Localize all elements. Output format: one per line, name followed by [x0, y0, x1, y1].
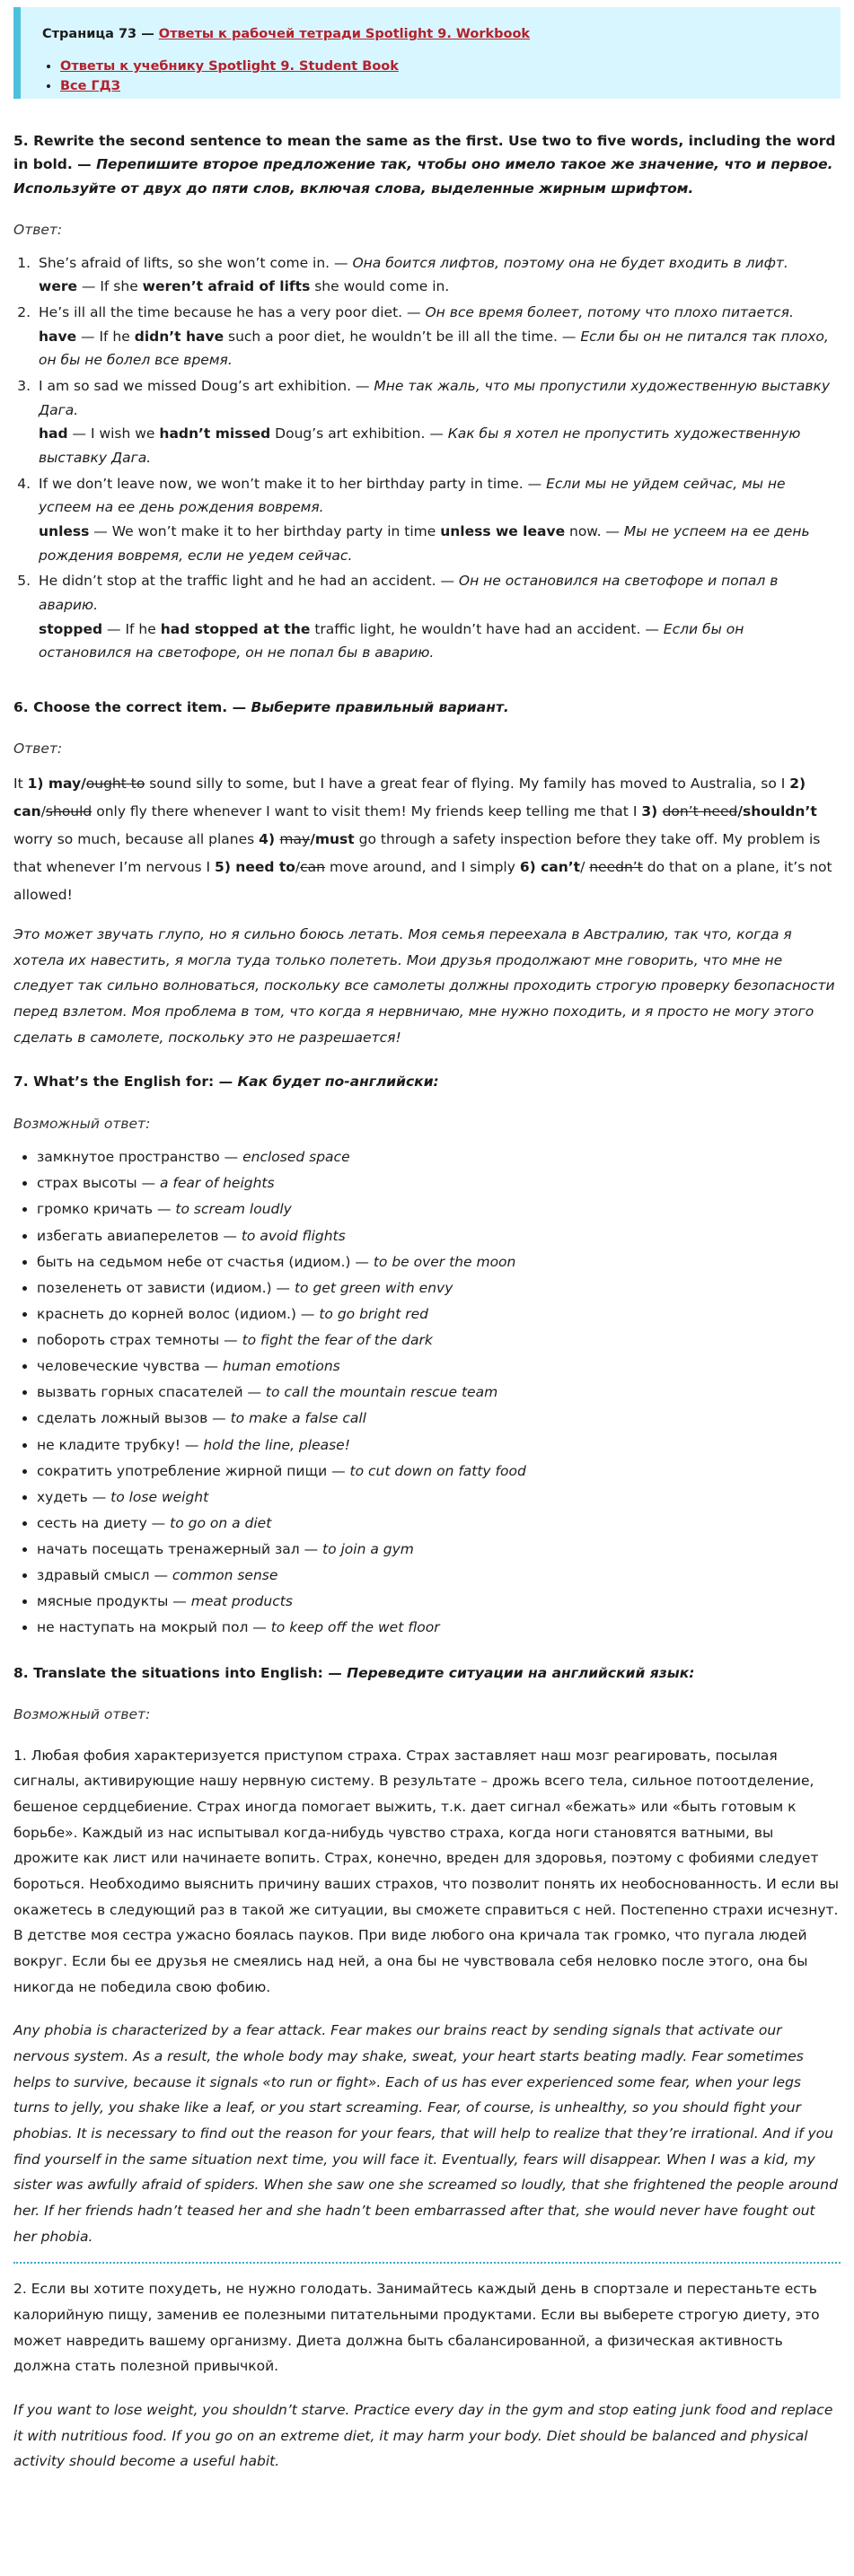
situation-1-en: Any phobia is characterized by a fear attack. Fear makes our brains react by sending signals that activate our nervous system. As a result, the whole body may shake, sweat, your heart starts beating madly. Fear sometimes helps to survive, because it signals «to run or fight». Each of us has ever experienced some fear, when your legs turns to jelly, you shake like a leaf, or you start screaming. Fear, of course, is unhealthy, so you should fight your phobias. It is necessary to find out the reason for your fears, that will help to realize that they’re irrational. And if you find yourself in the same situation next time, you will face it. Eventually, fears will disappear. When I was a kid, my sister was awfully afraid of spiders. When she saw one she screamed so loudly, that she frightened the people around her. If her friends hadn’t teased her and she hadn’t been embarrassed after that, she would never have fought out her phobia.: [13, 2022, 838, 2245]
term-ru: не кладите трубку! —: [37, 1436, 204, 1453]
correct-choice: 2) can: [13, 775, 806, 819]
correct-choice: /must: [310, 830, 355, 847]
exercise-5-heading: [13, 129, 841, 200]
term-ru: вызвать горных спасателей —: [37, 1384, 266, 1401]
list-item: [37, 1223, 841, 1249]
answer-text: — We won’t make it to her birthday party in time: [89, 522, 441, 539]
list-item: [37, 1406, 841, 1432]
exercise-6-text: [13, 770, 841, 909]
text-span: go through a safety inspection before they take off. My problem is that whenever I’m nervous I: [13, 830, 821, 875]
keyword: stopped: [39, 620, 103, 637]
heading-ru: Перепишите второе предложение так, чтобы оно имело такое же значение, что и первое. Используйте от двух до пяти слов, включая слова, выделенные жирным шрифтом.: [13, 156, 833, 197]
answer-bold: had stopped at the: [160, 620, 311, 637]
term-ru: громко кричать —: [37, 1201, 176, 1218]
text-span: move around, and I simply: [325, 858, 520, 875]
term-en: to go bright red: [319, 1305, 429, 1322]
text-span: worry so much, because all planes: [13, 830, 260, 847]
answer-text: — If she: [77, 278, 143, 295]
student-book-link[interactable]: Ответы к учебнику Spotlight 9. Student Book: [60, 58, 399, 74]
answer-label: Возможный ответ:: [13, 1115, 151, 1132]
term-en: to make a false call: [230, 1410, 366, 1427]
term-ru: худеть —: [37, 1488, 111, 1505]
list-item: [37, 1537, 841, 1563]
list-item: [37, 1380, 841, 1406]
term-ru: быть на седьмом небе от счастья (идиом.) —: [37, 1253, 374, 1270]
term-ru: человеческие чувства —: [37, 1358, 223, 1375]
wrong-choice: can: [300, 858, 326, 875]
item-number: 4): [259, 830, 280, 847]
keyword: were: [39, 278, 77, 295]
all-gdz-link[interactable]: Все ГДЗ: [60, 79, 120, 94]
text-span: It: [13, 775, 28, 792]
term-ru: сократить употребление жирной пищи —: [37, 1462, 350, 1479]
slash: /: [295, 858, 301, 875]
term-en: hold the line, please!: [203, 1436, 350, 1453]
correct-choice: 1) may: [27, 775, 82, 792]
correct-choice: 6) can’t: [519, 858, 581, 875]
sentence-ru: Мне так жаль, что мы пропустили художественную выставку Дага.: [39, 377, 831, 418]
answer-bold: hadn’t missed: [159, 425, 271, 442]
slash: /: [580, 858, 590, 875]
term-ru: начать посещать тренажерный зал —: [37, 1541, 322, 1558]
term-en: common sense: [172, 1567, 278, 1584]
term-en: to keep off the wet floor: [270, 1619, 440, 1636]
list-item: [37, 1511, 841, 1537]
list-item: [37, 1144, 841, 1170]
term-en: meat products: [190, 1593, 293, 1610]
exercise-6-heading: [13, 696, 841, 719]
keyword: have: [39, 328, 77, 345]
term-ru: избегать авиаперелетов —: [37, 1227, 242, 1244]
list-item: [37, 1275, 841, 1301]
situation-2-en: If you want to lose weight, you shouldn’t starve. Practice every day in the gym and stop eating junk food and replace it with nutritious food. If you go on an extreme diet, it may harm your body. Diet should be balanced and physical activity should become a useful habit.: [13, 2402, 833, 2470]
exercise-5-list: [13, 251, 841, 665]
answer-text: — I wish we: [67, 425, 160, 442]
term-ru: краснеть до корней волос (идиом.) —: [37, 1305, 320, 1322]
page-number-label: Страница 73 —: [42, 27, 159, 41]
sentence-en: I am so sad we missed Doug’s art exhibition. —: [39, 377, 374, 394]
term-en: to get green with envy: [294, 1279, 453, 1296]
term-ru: позеленеть от зависти (идиом.) —: [37, 1279, 295, 1296]
item-number: 3): [641, 802, 663, 819]
term-ru: страх высоты —: [37, 1175, 160, 1192]
term-ru: мясные продукты —: [37, 1593, 191, 1610]
page-content: [0, 7, 854, 2475]
heading-en: 8. Translate the situations into English: —: [13, 1664, 348, 1681]
slash: /: [40, 802, 46, 819]
list-item: [37, 1196, 841, 1222]
separator: [13, 2262, 841, 2264]
answer-ru: Если бы он остановился на светофоре, он не попал бы в аварию.: [39, 620, 744, 662]
term-ru: здравый смысл —: [37, 1567, 172, 1584]
answer-label: Ответ:: [13, 740, 63, 758]
wrong-choice: needn’t: [589, 858, 643, 875]
answer-text: traffic light, he wouldn’t have had an accident. —: [310, 620, 664, 637]
list-item: [60, 57, 821, 76]
heading-ru: Как будет по-английски:: [237, 1073, 439, 1091]
list-item: [37, 1459, 841, 1485]
sentence-en: She’s afraid of lifts, so she won’t come in. —: [39, 254, 353, 271]
heading-en: 6. Choose the correct item. —: [13, 698, 251, 715]
answer-text: now. —: [565, 522, 624, 539]
nav-links-list: [42, 57, 821, 97]
list-item: [35, 472, 841, 568]
answer-label: Ответ:: [13, 222, 63, 239]
vocabulary-list: [13, 1144, 841, 1641]
list-item: [37, 1563, 841, 1589]
answer-text: — If he: [76, 328, 135, 345]
answer-bold: weren’t afraid of lifts: [142, 278, 311, 295]
term-en: to cut down on fatty food: [349, 1462, 526, 1479]
list-item: [35, 374, 841, 470]
term-en: to call the mountain rescue team: [265, 1384, 498, 1401]
term-ru: сесть на диету —: [37, 1514, 171, 1531]
term-en: to fight the fear of the dark: [242, 1332, 433, 1349]
heading-en: 7. What’s the English for: —: [13, 1073, 238, 1091]
list-item: [37, 1354, 841, 1380]
sentence-en: He didn’t stop at the traffic light and he had an accident. —: [39, 573, 459, 590]
term-ru: сделать ложный вызов —: [37, 1410, 231, 1427]
wrong-choice: may: [279, 830, 311, 847]
sentence-ru: Он не остановился на светофоре и попал в аварию.: [39, 573, 779, 613]
term-en: to join a gym: [322, 1541, 414, 1558]
list-item: [37, 1249, 841, 1275]
workbook-link[interactable]: Ответы к рабочей тетради Spotlight 9. Workbook: [158, 27, 531, 41]
text-span: only fly there whenever I want to visit them! My friends keep telling me that I: [92, 802, 642, 819]
correct-choice: 5) need to: [215, 858, 295, 875]
answer-ru: Если бы он не питался так плохо, он бы не болел все время.: [39, 328, 829, 369]
term-en: to go on a diet: [170, 1514, 272, 1531]
text-span: do that on a plane, it’s not allowed!: [13, 858, 832, 903]
list-item: [35, 569, 841, 665]
answer-bold: unless we leave: [440, 522, 566, 539]
term-ru: замкнутое пространство —: [37, 1149, 243, 1166]
term-ru: не наступать на мокрый пол —: [37, 1619, 271, 1636]
sentence-en: He’s ill all the time because he has a very poor diet. —: [39, 304, 426, 320]
answer-text: Doug’s art exhibition. —: [270, 425, 448, 442]
answer-bold: didn’t have: [134, 328, 225, 345]
navigation-box: [13, 7, 841, 99]
list-item: [37, 1433, 841, 1459]
situation-2-ru: 2. Если вы хотите похудеть, не нужно голодать. Занимайтесь каждый день в спортзале и перестаньте есть калорийную пищу, заменив ее полезными питательными продуктами. Если вы выберете строгую диету, это может навредить вашему организму. Диета должна быть сбалансированной, а физическая активность должна стать полезной привычкой.: [13, 2281, 820, 2375]
sentence-ru: Он все время болеет, потому что плохо питается.: [425, 304, 794, 320]
answer-text: — If he: [102, 620, 161, 637]
answer-text: she would come in.: [310, 278, 450, 295]
answer-ru: Мы не успеем на ее день рождения вовремя, если не уедем сейчас.: [39, 522, 810, 564]
answer-label: Возможный ответ:: [13, 1705, 151, 1722]
term-en: enclosed space: [242, 1149, 350, 1166]
page-title: [42, 23, 821, 46]
list-item: [37, 1589, 841, 1615]
list-item: [37, 1301, 841, 1327]
heading-ru: Выберите правильный вариант.: [251, 698, 509, 715]
list-item: [35, 301, 841, 372]
list-item: [37, 1615, 841, 1641]
heading-ru: Переведите ситуации на английский язык:: [347, 1664, 695, 1681]
sentence-ru: Она боится лифтов, поэтому она не будет входить в лифт.: [352, 254, 788, 271]
term-en: a fear of heights: [160, 1175, 275, 1192]
exercise-7-heading: [13, 1070, 841, 1093]
exercise-6-translation: Это может звучать глупо, но я сильно боюсь летать. Моя семья переехала в Австралию, так что, когда я хотела их навестить, я могла туда только полететь. Мои друзья продолжают мне говорить, что мне не следует так сильно волноваться, поскольку все самолеты должны проходить строгую проверку безопасности перед взлетом. Моя проблема в том, что когда я нервничаю, мне нужно походить, и я просто не могу этого сделать в самолете, поскольку это не разрешается!: [13, 925, 835, 1046]
keyword: unless: [39, 522, 90, 539]
term-en: to avoid flights: [241, 1227, 346, 1244]
list-item: [37, 1327, 841, 1354]
wrong-choice: ought to: [85, 775, 145, 792]
list-item: [37, 1170, 841, 1196]
sentence-ru: Если мы не уйдем сейчас, мы не успеем на ее день рождения вовремя.: [39, 475, 786, 516]
wrong-choice: don’t need: [662, 802, 738, 819]
term-en: to scream loudly: [175, 1201, 292, 1218]
term-en: to be over the moon: [373, 1253, 516, 1270]
term-en: human emotions: [222, 1358, 340, 1375]
situation-1-ru: 1. Любая фобия характеризуется приступом страха. Страх заставляет наш мозг реагировать, посылая сигналы, активирующие нашу нервную систему. В результате – дрожь всего тела, сильное потоотделение, бешеное сердцебиение. Страх иногда помогает выжить, т.к. дает сигнал «бежать» или «быть готовым к борьбе». Каждый из нас испытывал когда-нибудь чувство страха, когда ноги становятся ватными, вы дрожите как лист или начинаете вопить. Страх, конечно, вреден для здоровья, поэтому с фобиями следует бороться. Необходимо выяснить причину ваших страхов, что позволит понять их необоснованность. И если вы окажетесь в следующий раз в такой же ситуации, вы сможете справиться с ней. Постепенно страхи исчезнут. В детстве моя сестра ужасно боялась пауков. При виде любого она кричала так громко, что пугала людей вокруг. Если бы ее друзья не смеялись над ней, а она бы не чувствовала себя неловко после этого, она бы никогда не победила свою фобию.: [13, 1747, 840, 1995]
wrong-choice: should: [45, 802, 92, 819]
list-item: [60, 76, 821, 96]
list-item: [35, 251, 841, 299]
term-ru: побороть страх темноты —: [37, 1332, 242, 1349]
term-en: to lose weight: [110, 1488, 209, 1505]
correct-choice: /shouldn’t: [737, 802, 817, 819]
list-item: [37, 1485, 841, 1511]
answer-ru: Как бы я хотел не пропустить художественную выставку Дага.: [39, 425, 801, 466]
answer-text: such a poor diet, he wouldn’t be ill all the time. —: [224, 328, 581, 345]
keyword: had: [39, 425, 68, 442]
text-span: sound silly to some, but I have a great fear of flying. My family has moved to Australia, so I: [145, 775, 790, 792]
sentence-en: If we don’t leave now, we won’t make it to her birthday party in time. —: [39, 475, 547, 492]
slash: /: [81, 775, 86, 792]
heading-en: 5. Rewrite the second sentence to mean the same as the first. Use two to five words, including the word in bold. —: [13, 133, 836, 173]
exercise-8-heading: [13, 1661, 841, 1685]
